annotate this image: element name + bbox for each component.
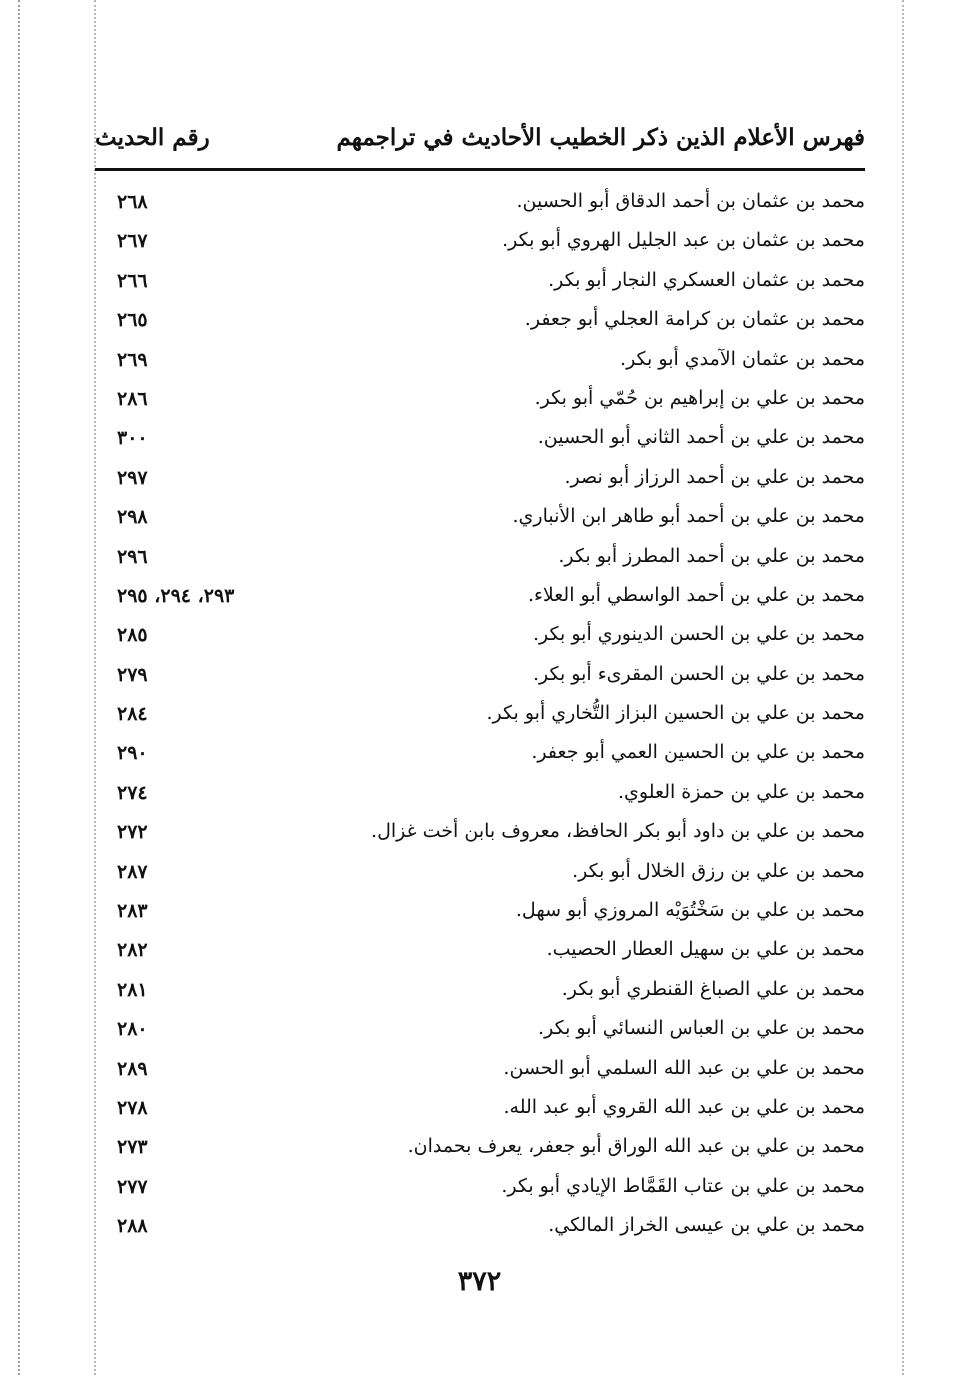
hadith-number: ٢٨٤	[117, 703, 148, 726]
index-entry	[95, 380, 865, 419]
entry-name: محمد بن علي بن أحمد أبو طاهر ابن الأنباري.	[512, 505, 865, 528]
hadith-number: ٢٩٣، ٢٩٤، ٢٩٥	[117, 584, 235, 607]
entry-name: محمد بن عثمان بن أحمد الدقاق أبو الحسين.	[516, 190, 865, 212]
index-entry	[95, 813, 865, 852]
hadith-number: ٢٦٥	[117, 309, 148, 332]
index-entry	[95, 262, 865, 301]
index-entry	[95, 459, 865, 498]
entry-name: محمد بن عثمان الآمدي أبو بكر.	[620, 347, 865, 370]
entry-name: محمد بن علي بن عتاب القَمَّاط الإيادي أبو بكر.	[501, 1174, 865, 1197]
entry-name: محمد بن عثمان العسكري النجار أبو بكر.	[548, 268, 865, 291]
hadith-number: ٢٨٦	[117, 387, 148, 410]
hadith-number: ٢٨١	[117, 978, 148, 1001]
entry-name: محمد بن علي بن أحمد الرزاز أبو نصر.	[564, 465, 865, 488]
entry-name: محمد بن علي بن عيسى الخراز المالكي.	[548, 1214, 865, 1237]
entry-name: محمد بن علي بن سهيل العطار الحصيب.	[546, 938, 865, 961]
hadith-number: ٢٧٩	[117, 663, 148, 686]
index-entry	[95, 1050, 865, 1089]
scan-edge-dots	[18, 0, 20, 1375]
hadith-number: ٢٩٧	[117, 466, 148, 489]
hadith-number: ٢٨٠	[117, 1018, 148, 1041]
page-number: ٣٧٢	[457, 1266, 502, 1297]
entry-name: محمد بن علي الصباغ القنطري أبو بكر.	[561, 977, 865, 1000]
hadith-number: ٢٩٦	[117, 545, 148, 568]
index-entry	[95, 577, 865, 616]
entry-name: محمد بن علي بن أحمد الثاني أبو الحسين.	[537, 426, 865, 449]
entry-name: محمد بن علي بن الحسين العمي أبو جعفر.	[531, 741, 865, 764]
hadith-number: ٢٧٧	[117, 1175, 148, 1198]
hadith-number: ٢٧٢	[117, 821, 148, 844]
column-label: رقم الحديث	[95, 124, 210, 151]
entry-name: محمد بن علي بن عبد الله الوراق أبو جعفر، يعرف بحمدان.	[407, 1135, 865, 1158]
hadith-number: ٢٧٣	[117, 1136, 148, 1159]
index-entry	[95, 1168, 865, 1207]
hadith-number: ٢٨٢	[117, 939, 148, 962]
index-entry	[95, 1010, 865, 1049]
index-list	[95, 183, 865, 1247]
hadith-number: ٢٨٩	[117, 1057, 148, 1080]
hadith-number: ٢٦٦	[117, 269, 148, 292]
hadith-number: ٢٨٣	[117, 900, 148, 923]
entry-name: محمد بن علي بن الحسين البزاز التُّخاري أبو بكر.	[486, 702, 865, 725]
index-entry	[95, 656, 865, 695]
entry-name: محمد بن علي بن سَخْتُوَيْه المروزي أبو سهل.	[515, 899, 865, 922]
index-entry	[95, 931, 865, 970]
entry-name: محمد بن عثمان بن عبد الجليل الهروي أبو بكر.	[502, 229, 865, 252]
index-entry	[95, 419, 865, 458]
index-entry	[95, 301, 865, 340]
index-entry	[95, 538, 865, 577]
hadith-number: ٣٠٠	[117, 427, 148, 450]
index-entry	[95, 222, 865, 261]
entry-name: محمد بن علي بن أحمد المطرز أبو بكر.	[558, 544, 865, 567]
header-rule	[95, 168, 865, 171]
index-entry	[95, 971, 865, 1010]
hadith-number: ٢٦٩	[117, 348, 148, 371]
entry-name: محمد بن علي بن العباس النسائي أبو بكر.	[538, 1017, 865, 1040]
page-title: فهرس الأعلام الذين ذكر الخطيب الأحاديث في تراجمهم	[336, 124, 865, 151]
index-entry	[95, 1128, 865, 1167]
index-entry	[95, 695, 865, 734]
index-entry	[95, 734, 865, 773]
hadith-number: ٢٩٠	[117, 742, 148, 765]
entry-name: محمد بن علي بن عبد الله السلمي أبو الحسن.	[503, 1056, 865, 1079]
hadith-number: ٢٧٨	[117, 1096, 148, 1119]
index-entry	[95, 774, 865, 813]
index-entry	[95, 183, 865, 222]
hadith-number: ٢٨٨	[117, 1215, 148, 1238]
index-entry	[95, 853, 865, 892]
index-entry	[95, 1207, 865, 1246]
index-entry	[95, 498, 865, 537]
entry-name: محمد بن علي بن رزق الخلال أبو بكر.	[572, 859, 865, 882]
entry-name: محمد بن علي بن الحسن المقرىء أبو بكر.	[532, 662, 865, 685]
index-entry	[95, 341, 865, 380]
entry-name: محمد بن علي بن إبراهيم بن حُمّي أبو بكر.	[534, 386, 865, 409]
entry-name: محمد بن علي بن حمزة العلوي.	[618, 780, 865, 803]
entry-name: محمد بن علي بن داود أبو بكر الحافظ، معروف بابن أخت غزال.	[371, 820, 865, 843]
entry-name: محمد بن علي بن أحمد الواسطي أبو العلاء.	[527, 583, 865, 606]
hadith-number: ٢٩٨	[117, 506, 148, 529]
entry-name: محمد بن علي بن الحسن الدينوري أبو بكر.	[533, 623, 865, 646]
hadith-number: ٢٧٤	[117, 781, 148, 804]
hadith-number: ٢٨٧	[117, 860, 148, 883]
hadith-number: ٢٦٨	[117, 191, 148, 213]
entry-name: محمد بن عثمان بن كرامة العجلي أبو جعفر.	[524, 308, 865, 331]
entry-name: محمد بن علي بن عبد الله القروي أبو عبد الله.	[503, 1095, 865, 1118]
index-entry	[95, 616, 865, 655]
index-entry	[95, 892, 865, 931]
index-entry	[95, 1089, 865, 1128]
hadith-number: ٢٨٥	[117, 624, 148, 647]
page-header	[95, 118, 865, 166]
scan-edge-dots	[902, 0, 904, 1375]
hadith-number: ٢٦٧	[117, 230, 148, 253]
